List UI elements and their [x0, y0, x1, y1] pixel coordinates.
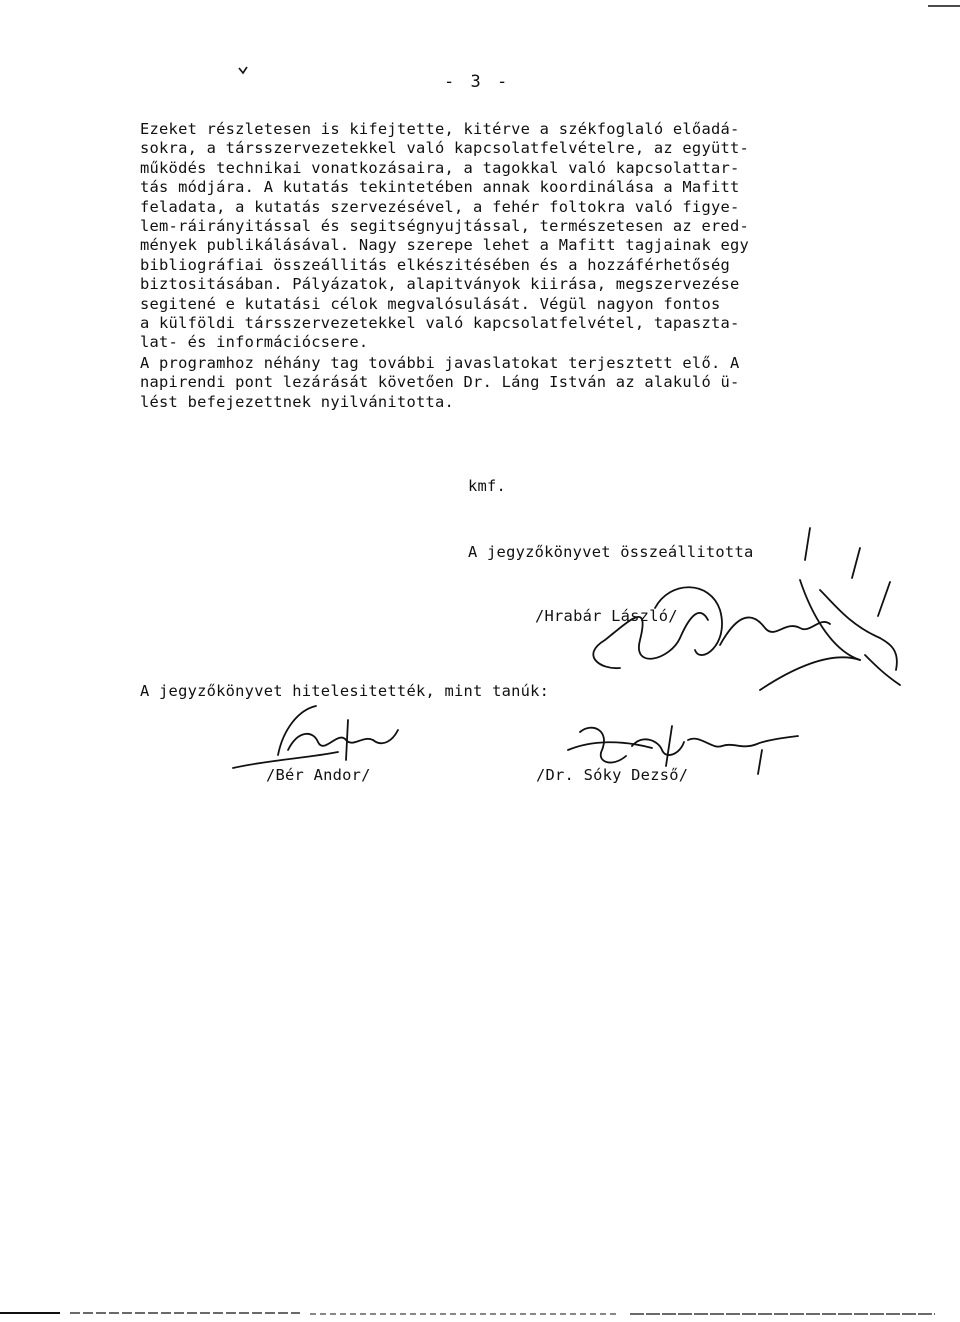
- closing-paragraph: [140, 354, 880, 412]
- bottom-scan-rule: [0, 1310, 940, 1318]
- text-line: lem-ráirányitással és segitségnyujtással, természetesen az ered-: [140, 216, 750, 235]
- compiler-name: /Hrabár László/: [535, 607, 678, 625]
- text-line: a külföldi társszervezetekkel való kapcsolatfelvétel, tapaszta-: [140, 313, 740, 332]
- text-line: tás módjára. A kutatás tekintetében annak koordinálása a Mafitt: [140, 178, 740, 197]
- text-line: Ezeket részletesen is kifejtette, kitérve a székfoglaló előadá-: [140, 120, 740, 138]
- text-line: segitené e kutatási célok megvalósulását. Végül nagyon fontos: [140, 294, 721, 313]
- top-right-rule: [928, 4, 960, 8]
- text-line: sokra, a társszervezetekkel való kapcsolatfelvételre, az együtt-: [140, 139, 750, 158]
- text-line: biztositásában. Pályázatok, alapitványok kiirása, megszervezése: [140, 275, 740, 294]
- stray-ink-mark: [238, 66, 248, 76]
- witnesses-label: A jegyzőkönyvet hitelesitették, mint tanúk:: [140, 682, 550, 700]
- witness-1-signature: [228, 700, 408, 775]
- kmf-mark: kmf.: [468, 477, 507, 495]
- text-line: napirendi pont lezárását követően Dr. Láng István az alakuló ü-: [140, 373, 740, 392]
- text-line: működés technikai vonatkozásaira, a tagokkal való kapcsolattar-: [140, 158, 740, 177]
- page-number: - 3 -: [444, 72, 511, 92]
- text-line: bibliográfiai összeállitás elkészitésében és a hozzáférhetőség: [140, 255, 730, 274]
- text-line: lést befejezettnek nyilvánitotta.: [140, 392, 455, 411]
- witness-1-name: /Bér Andor/: [266, 766, 371, 784]
- witness-2-name: /Dr. Sóky Dezső/: [536, 766, 689, 784]
- text-line: A programhoz néhány tag további javaslatokat terjesztett elő. A: [140, 354, 740, 372]
- text-line: feladata, a kutatás szervezésével, a fehér foltokra való figye-: [140, 197, 740, 216]
- body-paragraph: [140, 120, 880, 353]
- text-line: mények publikálásával. Nagy szerepe lehet a Mafitt tagjainak egy: [140, 236, 750, 255]
- text-line: lat- és információcsere.: [140, 333, 369, 352]
- compiled-by-label: A jegyzőkönyvet összeállitotta: [468, 543, 754, 561]
